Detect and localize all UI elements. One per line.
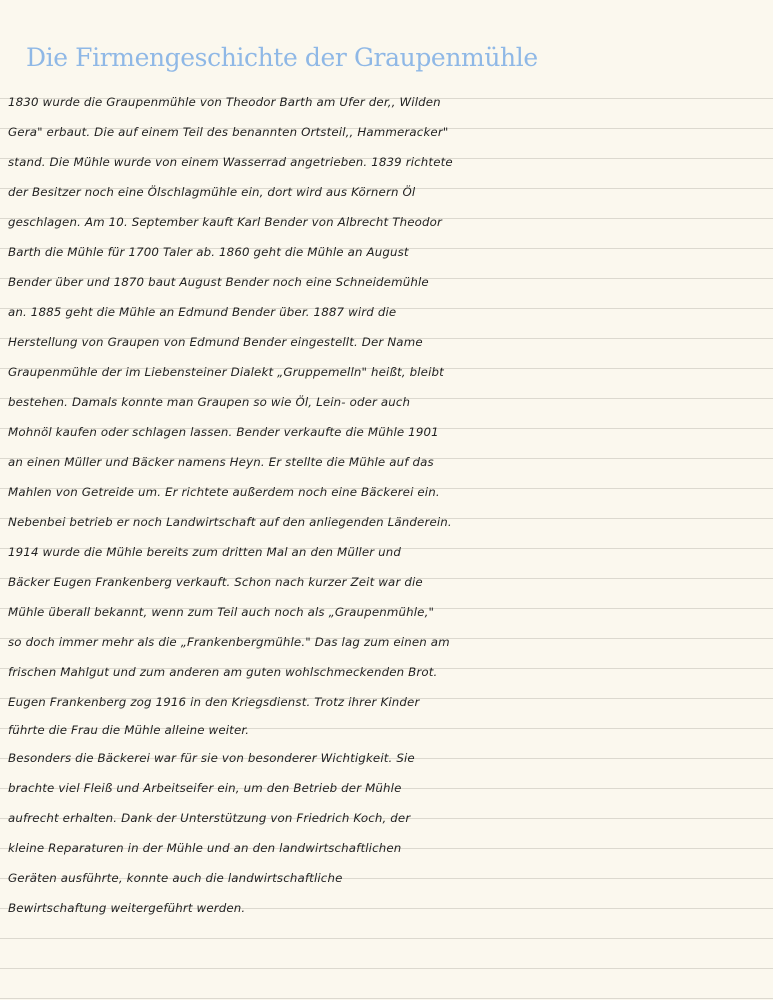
text-line: Herstellung von Graupen von Edmund Bender eingestellt. Der Name	[8, 335, 423, 349]
text-line: Bender über und 1870 baut August Bender noch eine Schneidemühle	[8, 275, 429, 289]
text-line: Bäcker Eugen Frankenberg verkauft. Schon nach kurzer Zeit war die	[8, 575, 423, 589]
text-line: Besonders die Bäckerei war für sie von besonderer Wichtigkeit. Sie	[8, 751, 415, 765]
text-line: Mühle überall bekannt, wenn zum Teil auch noch als „Graupenmühle,"	[8, 605, 435, 619]
page-title: Die Firmengeschichte der Graupenmühle	[26, 43, 538, 72]
text-line: Mohnöl kaufen oder schlagen lassen. Bender verkaufte die Mühle 1901	[8, 425, 439, 439]
text-line: 1830 wurde die Graupenmühle von Theodor Barth am Ufer der,, Wilden	[8, 95, 441, 109]
text-line: kleine Reparaturen in der Mühle und an den landwirtschaftlichen	[8, 841, 402, 855]
text-line: an einen Müller und Bäcker namens Heyn. Er stellte die Mühle auf das	[8, 455, 434, 469]
text-line: brachte viel Fleiß und Arbeitseifer ein, um den Betrieb der Mühle	[8, 781, 402, 795]
text-line: Bewirtschaftung weitergeführt werden.	[8, 901, 246, 915]
text-line: frischen Mahlgut und zum anderen am guten wohlschmeckenden Brot.	[8, 665, 438, 679]
text-line: so doch immer mehr als die „Frankenbergmühle." Das lag zum einen am	[8, 635, 450, 649]
text-line: der Besitzer noch eine Ölschlagmühle ein, dort wird aus Körnern Öl	[8, 185, 416, 199]
text-line: Gera" erbaut. Die auf einem Teil des benannten Ortsteil,, Hammeracker"	[8, 125, 449, 139]
text-line: Geräten ausführte, konnte auch die landwirtschaftliche	[8, 871, 343, 885]
text-line: bestehen. Damals konnte man Graupen so wie Öl, Lein- oder auch	[8, 395, 411, 409]
text-line: Nebenbei betrieb er noch Landwirtschaft auf den anliegenden Länderein.	[8, 515, 452, 529]
handwritten-text-block	[8, 87, 770, 923]
text-line: aufrecht erhalten. Dank der Unterstützung von Friedrich Koch, der	[8, 811, 411, 825]
text-line: Graupenmühle der im Liebensteiner Dialekt „Gruppemelln" heißt, bleibt	[8, 365, 444, 379]
text-line: an. 1885 geht die Mühle an Edmund Bender über. 1887 wird die	[8, 305, 397, 319]
text-line: Barth die Mühle für 1700 Taler ab. 1860 geht die Mühle an August	[8, 245, 409, 259]
text-line: Eugen Frankenberg zog 1916 in den Kriegsdienst. Trotz ihrer Kinder	[8, 695, 420, 709]
text-line: stand. Die Mühle wurde von einem Wasserrad angetrieben. 1839 richtete	[8, 155, 453, 169]
text-line: Mahlen von Getreide um. Er richtete außerdem noch eine Bäckerei ein.	[8, 485, 440, 499]
text-line: 1914 wurde die Mühle bereits zum dritten Mal an den Müller und	[8, 545, 402, 559]
text-line: führte die Frau die Mühle alleine weiter.	[8, 723, 250, 737]
text-line: geschlagen. Am 10. September kauft Karl Bender von Albrecht Theodor	[8, 215, 442, 229]
